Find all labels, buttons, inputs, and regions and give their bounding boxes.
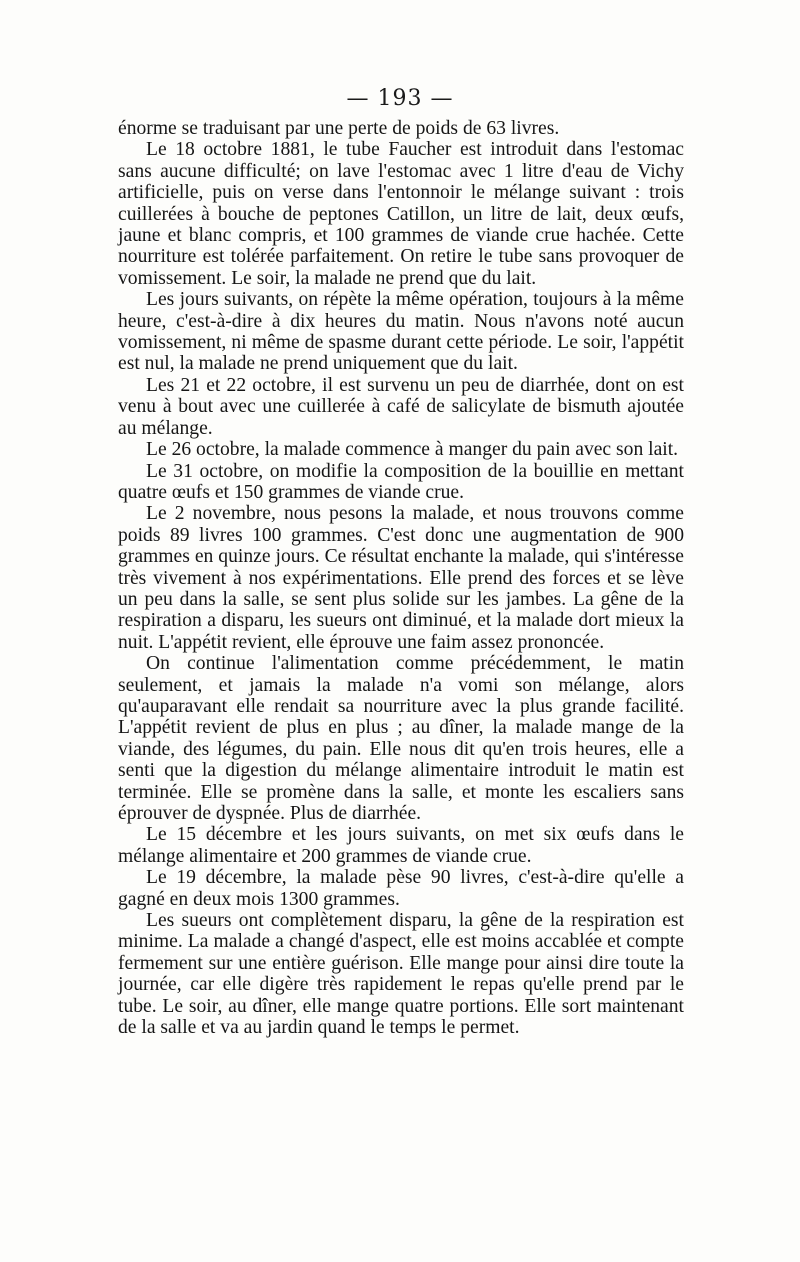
paragraph: Les 21 et 22 octobre, il est survenu un peu de diarrhée, dont on est venu à bout avec une cuillerée à café de salicylate de bismuth ajoutée au mélange. [118, 374, 684, 439]
paragraph: Le 15 décembre et les jours suivants, on met six œufs dans le mélange alimentaire et 200 grammes de viande crue. [118, 824, 684, 867]
paragraph: Les jours suivants, on répète la même opération, toujours à la même heure, c'est-à-dire à dix heures du matin. Nous n'avons noté aucun vomissement, ni même de spasme durant cette période. Le soir, l'appétit est nul, la malade ne prend uniquement que du lait. [118, 289, 684, 375]
paragraph: On continue l'alimentation comme précédemment, le matin seulement, et jamais la malade n'a vomi son mélange, alors qu'auparavant elle rendait sa nourriture avec la plus grande facilité. L'appétit revient de plus en plus ; au dîner, la malade mange de la viande, des légumes, du pain. Elle nous dit qu'en trois heures, elle a senti que la digestion du mélange alimentaire introduit le matin est terminée. Elle se promène dans la salle, et monte les escaliers sans éprouver de dyspnée. Plus de diarrhée. [118, 653, 684, 824]
body-text [118, 118, 684, 1038]
paragraph: Le 18 octobre 1881, le tube Faucher est introduit dans l'estomac sans aucune difficulté; on lave l'estomac avec 1 litre d'eau de Vichy artificielle, puis on verse dans l'entonnoir le mélange suivant : trois cuillerées à bouche de peptones Catillon, un litre de lait, deux œufs, jaune et blanc compris, et 100 grammes de viande crue hachée. Cette nourriture est tolérée parfaitement. On retire le tube sans provoquer de vomissement. Le soir, la malade ne prend que du lait. [118, 139, 684, 289]
paragraph: Le 31 octobre, on modifie la composition de la bouillie en mettant quatre œufs et 150 grammes de viande crue. [118, 460, 684, 503]
paragraph: Le 19 décembre, la malade pèse 90 livres, c'est-à-dire qu'elle a gagné en deux mois 1300 grammes. [118, 867, 684, 910]
paragraph: énorme se traduisant par une perte de poids de 63 livres. [118, 118, 560, 139]
paragraph: Les sueurs ont complètement disparu, la gêne de la respiration est minime. La malade a changé d'aspect, elle est moins accablée et compte fermement sur une entière guérison. Elle mange pour ainsi dire toute la journée, car elle digère très rapidement le repas qu'elle prend par le tube. Le soir, au dîner, elle mange quatre portions. Elle sort maintenant de la salle et va au jardin quand le temps le permet. [118, 910, 684, 1039]
paragraph: Le 2 novembre, nous pesons la malade, et nous trouvons comme poids 89 livres 100 grammes. C'est donc une augmentation de 900 grammes en quinze jours. Ce résultat enchante la malade, qui s'intéresse très vivement à nos expérimentations. Elle prend des forces et se lève un peu dans la salle, se sent plus solide sur les jambes. La gêne de la respiration a disparu, les sueurs ont diminué, et la malade dort mieux la nuit. L'appétit revient, elle éprouve une faim assez prononcée. [118, 503, 684, 653]
paragraph: Le 26 octobre, la malade commence à manger du pain avec son lait. [146, 439, 679, 461]
page-number: — 193 — [346, 86, 454, 111]
